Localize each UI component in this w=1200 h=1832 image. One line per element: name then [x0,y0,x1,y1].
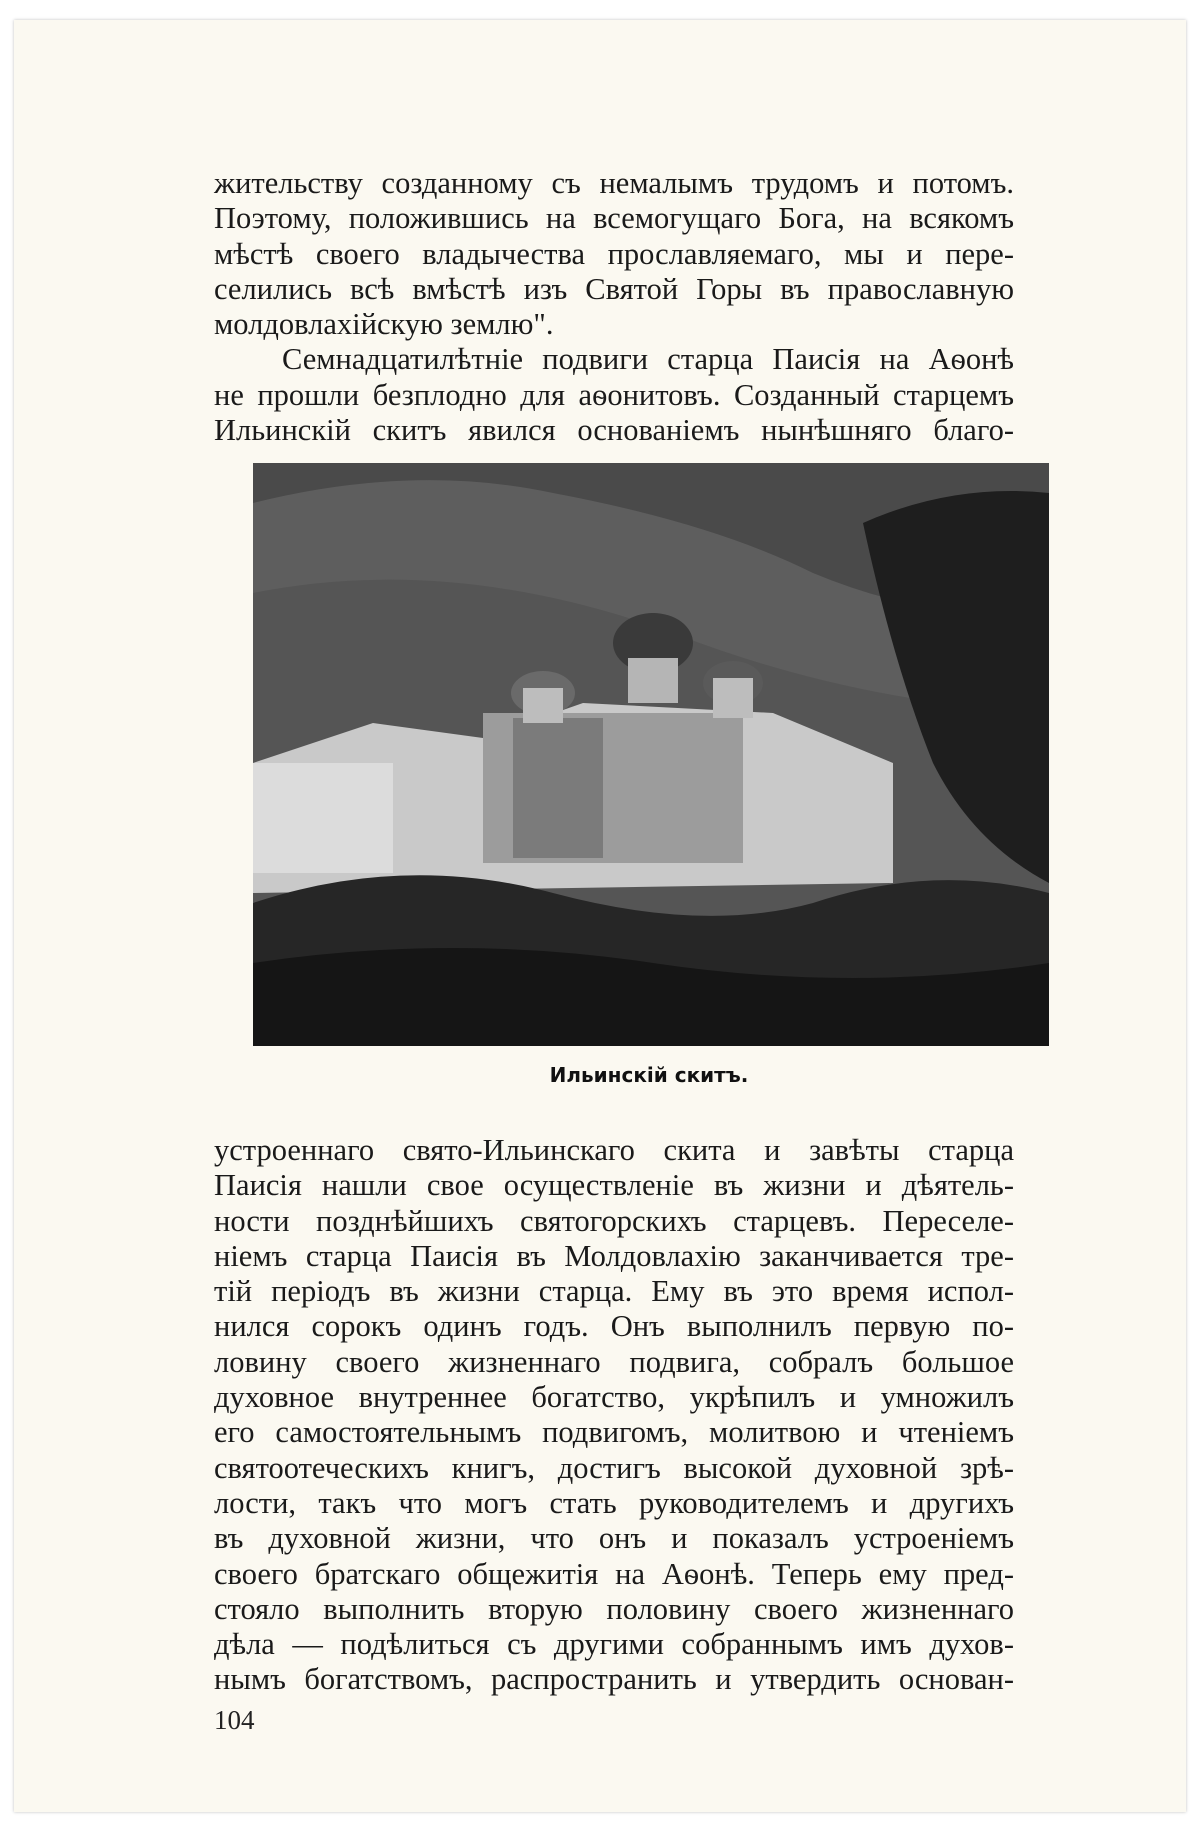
text-line: ніемъ старца Паисія въ Молдовлахію заканчивается тре- [214,1238,1014,1273]
text-line: нымъ богатствомъ, распространить и утвердить основан- [214,1662,1014,1697]
text-line: ловину своего жизненнаго подвига, собралъ большое [214,1344,1014,1379]
text-line: духовное внутреннее богатство, укрѣпилъ и умножилъ [214,1380,1014,1415]
text-line: тій періодъ въ жизни старца. Ему въ это время испол- [214,1274,1014,1309]
text-line: не прошли безплодно для аѳонитовъ. Созданный старцемъ [214,377,1014,412]
text-line: Паисія нашли свое осуществленіе въ жизни и дѣятель- [214,1168,1014,1203]
text-line: устроеннаго свято-Ильинскаго скита и завѣты старца [214,1133,1014,1167]
text-line: своего братскаго общежитія на Аѳонѣ. Теперь ему пред- [214,1556,1014,1591]
text-line: молдовлахійскую землю". [214,307,554,342]
book-page [14,20,1186,1812]
text-line: жительству созданному съ немалымъ трудомъ и потомъ. [214,166,1014,200]
text-line: мѣстѣ своего владычества прославляемаго, мы и пере- [214,236,1014,271]
bottom-text-block [214,1133,1014,1698]
top-text-block [214,166,1014,448]
text-line: Поэтому, положившись на всемогущаго Бога, на всякомъ [214,201,1014,236]
text-line: селились всѣ вмѣстѣ изъ Святой Горы въ православную [214,271,1014,306]
page-number: 104 [214,1705,255,1735]
text-line: ности позднѣйшихъ святогорскихъ старцевъ. Переселе- [214,1203,1014,1238]
monastery-photo [253,463,1049,1046]
text-line: дѣла — подѣлиться съ другими собраннымъ имъ духов- [214,1627,1014,1662]
text-line: стояло выполнить вторую половину своего жизненнаго [214,1591,1014,1626]
text-line: Ильинскій скитъ явился основаніемъ нынѣшняго благо- [214,413,1014,448]
text-line: святоотеческихъ книгъ, достигъ высокой духовной зрѣ- [214,1450,1014,1485]
text-line: его самостоятельнымъ подвигомъ, молитвою и чтеніемъ [214,1415,1014,1450]
text-line: Семнадцатилѣтніе подвиги старца Паисія на Аѳонѣ [282,342,1014,377]
text-line: лости, такъ что могъ стать руководителемъ и другихъ [214,1485,1014,1520]
figure-caption: Ильинскій скитъ. [549,1063,749,1087]
text-line: въ духовной жизни, что онъ и показалъ устроеніемъ [214,1521,1014,1556]
text-line: нился сорокъ одинъ годъ. Онъ выполнилъ первую по- [214,1309,1014,1344]
